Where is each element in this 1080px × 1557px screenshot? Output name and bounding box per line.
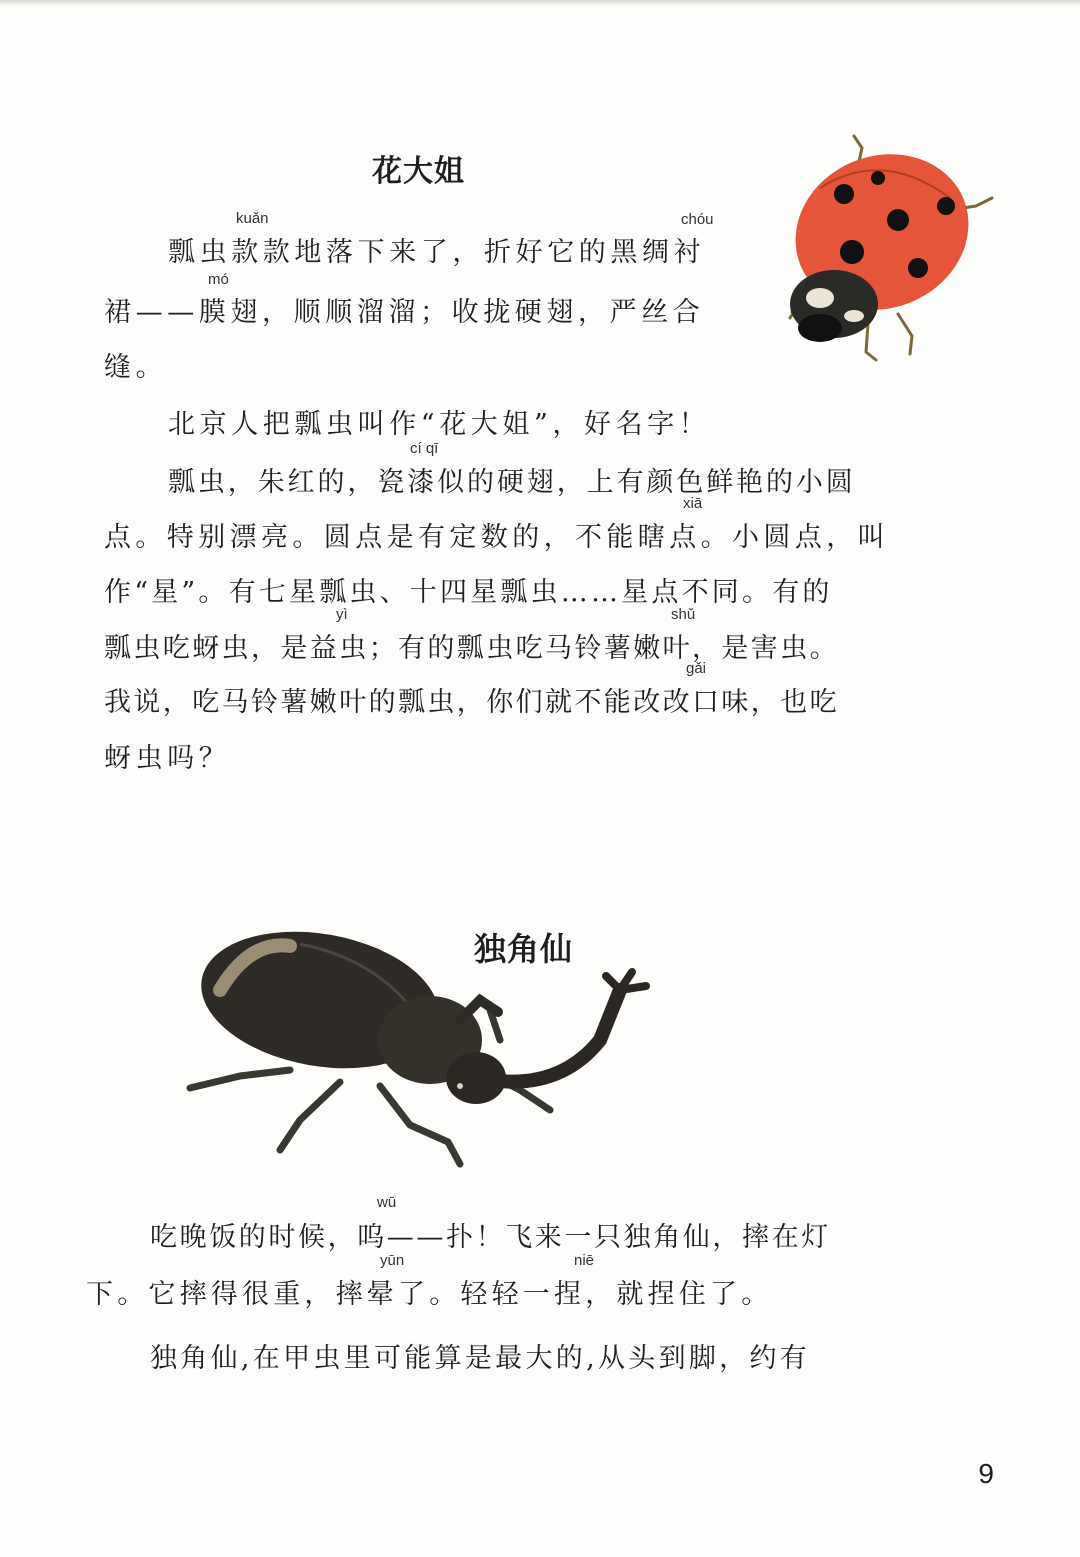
pinyin-ci-qi: cí qī [410, 440, 439, 457]
rhinoceros-beetle-illustration [180, 920, 660, 1180]
text-line: 独角仙,在甲虫里可能算是最大的,从头到脚，约有 [150, 1343, 811, 1374]
text-line: 裙——膜翅，顺顺溜溜；收拢硬翅，严丝合 [104, 297, 705, 328]
pinyin-xia: xiā [683, 495, 703, 512]
pinyin-kuan: kuǎn [236, 210, 269, 227]
text-line: 我说，吃马铃薯嫩叶的瓢虫，你们就不能改改口味，也吃 [104, 687, 839, 718]
section-title-ladybug: 花大姐 [372, 154, 465, 189]
section-title-beetle: 独角仙 [474, 930, 574, 968]
text-line: 北京人把瓢虫叫作“花大姐”，好名字！ [168, 409, 711, 440]
pinyin-shu: shǔ [671, 606, 696, 623]
text-line: 瓢虫，朱红的，瓷漆似的硬翅，上有颜色鲜艳的小圆 [168, 467, 856, 498]
text-line: 瓢虫吃蚜虫，是益虫；有的瓢虫吃马铃薯嫩叶，是害虫。 [104, 633, 839, 664]
page-number: 9 [978, 1458, 994, 1489]
page-top-edge [0, 0, 1080, 6]
pinyin-yi: yì [336, 606, 348, 623]
text-line: 蚜虫吗？ [104, 743, 231, 774]
text-line: 瓢虫款款地落下来了，折好它的黑绸衬 [168, 237, 706, 268]
pinyin-gai: gǎi [686, 660, 707, 677]
pinyin-mo: mó [208, 271, 229, 288]
text-line: 作“星”。有七星瓢虫、十四星瓢虫……星点不同。有的 [104, 577, 833, 608]
pinyin-chou: chóu [681, 211, 714, 228]
pinyin-wu: wū [377, 1194, 397, 1211]
text-line: 下。它摔得很重，摔晕了。轻轻一捏，就捏住了。 [86, 1279, 773, 1310]
pinyin-nie: niē [574, 1252, 595, 1269]
text-line: 吃晚饭的时候，呜——扑！飞来一只独角仙，摔在灯 [150, 1222, 831, 1253]
pinyin-yun: yūn [380, 1252, 405, 1269]
ladybug-illustration [780, 128, 1000, 368]
text-line: 点。特别漂亮。圆点是有定数的，不能瞎点。小圆点，叫 [104, 522, 889, 553]
text-line: 缝。 [104, 352, 168, 383]
